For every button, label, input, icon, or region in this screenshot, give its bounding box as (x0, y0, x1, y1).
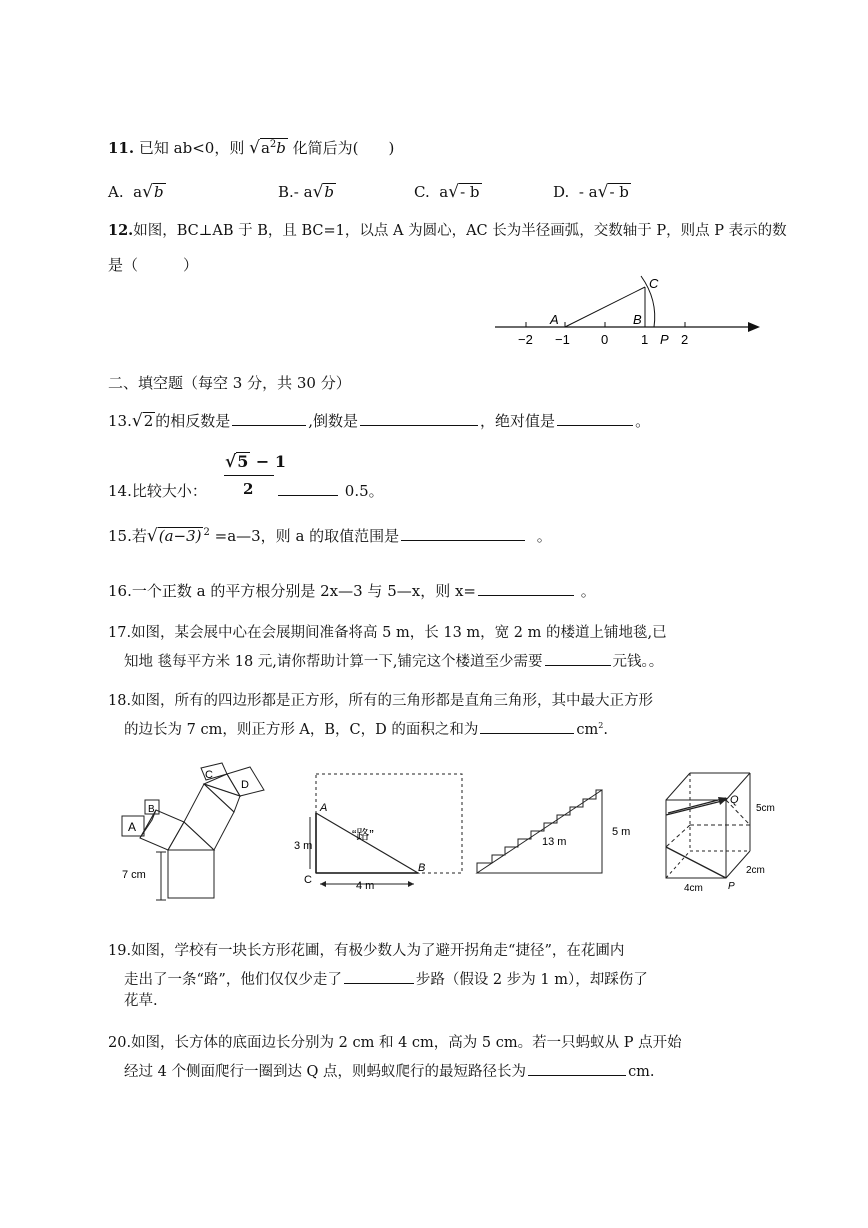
q11-option-c[interactable]: C. a√- b (414, 182, 480, 202)
q19-blank[interactable] (344, 968, 414, 984)
fig4-height-label: 5cm (756, 803, 775, 814)
q17-stem-line2: 知地 毯每平方米 18 元,请你帮助计算一下,铺完这个楼道至少需要 元钱。。 (124, 650, 663, 671)
q19-stem-line3: 花草. (124, 993, 158, 1009)
fig4-point-p: P (728, 881, 735, 892)
fig3-slant-label: 13 m (542, 836, 567, 848)
q12-stem-line2: 是（ ） (108, 256, 199, 274)
fig-cuboid (662, 765, 782, 895)
q15-stem: 15.若√(a−3) $^2$ =a—3，则 a 的取值范围是 。 (108, 526, 552, 546)
fig-pythagoras-tree (112, 760, 277, 905)
square-b-label: B (148, 804, 155, 815)
q11-number: 11. (108, 139, 135, 157)
q17-stem-line1: 17.如图，某会展中心在会展期间准备将高 5 m，长 13 m，宽 2 m 的楼道上铺地毯,已 (108, 625, 667, 641)
fig-staircase (472, 785, 642, 880)
q13-blank-absolute[interactable] (557, 410, 633, 426)
q11-option-a[interactable]: A. a√b (108, 182, 164, 202)
fig4-length-label: 4cm (684, 883, 703, 894)
fig2-height-label: 3 m (294, 840, 313, 852)
q14-fraction-bar (224, 475, 274, 476)
q11-option-d[interactable]: D. - a√- b (553, 182, 629, 202)
q12-number-line-figure (490, 270, 770, 350)
point-p-label: P (660, 332, 669, 347)
point-a-label: A (550, 312, 559, 327)
q13-stem: 13.√2 的相反数是 ,倒数是 ，绝对值是 。 (108, 411, 651, 431)
q15-blank[interactable] (401, 525, 525, 541)
tick-label: 2 (681, 332, 689, 347)
q14-fraction-numerator: √5 − 1 (225, 452, 287, 472)
q14-fraction-denominator: 2 (243, 480, 254, 498)
q20-blank[interactable] (528, 1060, 626, 1076)
q13-blank-reciprocal[interactable] (360, 410, 478, 426)
q11-stem: 11. 已知 ab<0，则 $√a^2b$ 化简后为( ) (108, 138, 395, 158)
point-b-label: B (633, 312, 642, 327)
section-title: 二、填空题（每空 3 分，共 30 分） (108, 374, 351, 392)
q12-stem-line1: 12.如图，BC⊥AB 于 B，且 BC=1，以点 A 为圆心，AC 长为半径画弧，交数轴于 P，则点 P 表示的数 (108, 222, 787, 239)
fig2-width-label: 4 m (356, 880, 375, 892)
side-length-label: 7 cm (122, 869, 146, 881)
q13-blank-opposite[interactable] (232, 410, 306, 426)
fig4-point-q: Q (730, 794, 739, 806)
q14-label: 14.比较大小： (108, 482, 207, 500)
tick-label: 0 (601, 332, 609, 347)
axis-arrow-icon (748, 322, 760, 332)
q14-blank[interactable] (278, 480, 338, 496)
q20-stem-line2: 经过 4 个侧面爬行一圈到达 Q 点，则蚂蚁爬行的最短路径长为 cm. (124, 1060, 655, 1081)
q11-suffix: 化简后为( ) (292, 139, 395, 157)
fig4-width-label: 2cm (746, 865, 765, 876)
q11-prefix: 已知 ab<0，则 (138, 139, 245, 157)
fig2-point-b: B (418, 862, 426, 874)
q20-stem-line1: 20.如图，长方体的底面边长分别为 2 cm 和 4 cm，高为 5 cm。若一只蚂蚁从 P 点开始 (108, 1035, 682, 1051)
square-a-label: A (128, 820, 137, 834)
point-c-label: C (649, 276, 659, 291)
square-d-label: D (241, 779, 249, 791)
q18-stem-line2: 的边长为 7 cm，则正方形 A，B，C，D 的面积之和为 $cm^2$. (124, 718, 608, 739)
tick-label: −1 (555, 332, 570, 347)
fig3-height-label: 5 m (612, 826, 631, 838)
fig2-point-a: A (320, 802, 328, 814)
q11-option-b[interactable]: B.- a√b (278, 182, 335, 202)
q16-stem: 16.一个正数 a 的平方根分别是 2x—3 与 5—x，则 x= 。 (108, 582, 596, 600)
q18-blank[interactable] (480, 718, 574, 734)
square-c-label: C (205, 769, 213, 781)
fig-garden-path (290, 765, 470, 900)
tick-label: 1 (641, 332, 649, 347)
q19-stem-line2: 走出了一条“路”，他们仅仅少走了 步路（假设 2 步为 1 m），却踩伤了 (124, 968, 648, 989)
q18-stem-line1: 18.如图，所有的四边形都是正方形，所有的三角形都是直角三角形，其中最大正方形 (108, 693, 654, 709)
q14-tail: 0.5。 (276, 480, 384, 500)
tick-label: −2 (518, 332, 533, 347)
q16-blank[interactable] (478, 580, 574, 596)
q19-stem-line1: 19.如图，学校有一块长方形花圃，有极少数人为了避开拐角走“捷径”，在花圃内 (108, 943, 625, 959)
fig2-point-c: C (304, 874, 312, 886)
fig2-road-label: “路” (352, 827, 374, 842)
q17-blank[interactable] (545, 650, 611, 666)
